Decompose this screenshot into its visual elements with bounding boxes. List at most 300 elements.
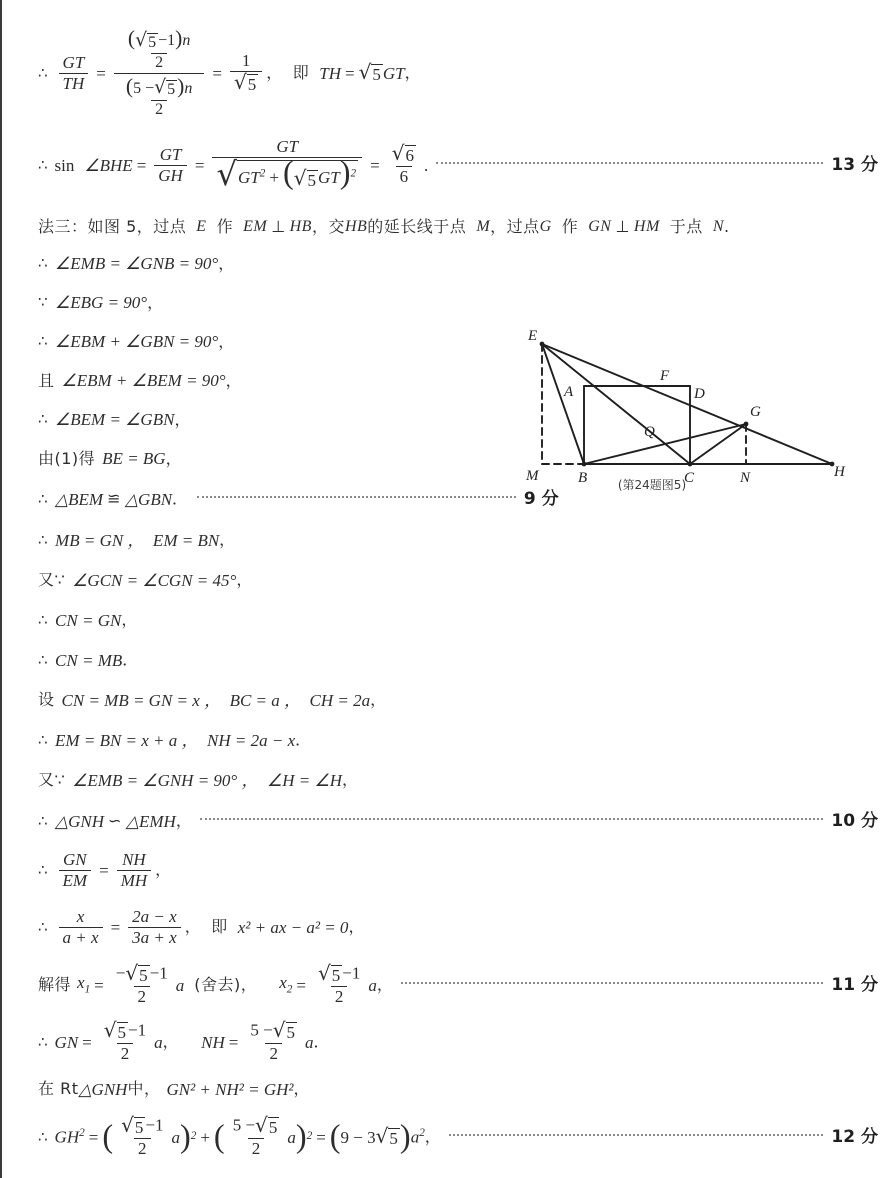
radicand: 5 xyxy=(117,1023,127,1043)
ji-label: 即 xyxy=(211,917,228,936)
sqrt-5 xyxy=(272,1018,297,1043)
dotted-leader xyxy=(200,817,823,820)
proof-step xyxy=(38,640,878,680)
equation-gn-nh-values xyxy=(38,1014,878,1070)
proof-step xyxy=(38,600,878,640)
similar-symbol: ∽ xyxy=(108,811,122,830)
step-body: ∠GCN = ∠CGN = 45° xyxy=(72,570,237,590)
open-paren: ( xyxy=(282,154,294,191)
triangle-gbn: △GBN xyxy=(124,489,173,509)
fraction-x2-value xyxy=(314,961,364,1006)
exponent-2: 2 xyxy=(350,167,357,180)
inner-bot-den: 2 xyxy=(151,100,167,119)
subscript-1: 1 xyxy=(84,983,91,996)
nh-term: NH xyxy=(201,1032,225,1052)
radical-sign: √ xyxy=(135,28,148,51)
method-text-1: 法三：如图 5，过点 xyxy=(38,217,187,236)
step-tail: ， xyxy=(121,610,138,629)
close-paren-result: ) xyxy=(399,1118,411,1155)
zai-label: 在 Rt xyxy=(38,1079,79,1098)
angle-bhe: ∠BHE xyxy=(84,155,133,175)
denominator: TH xyxy=(59,73,89,93)
step-body: CN = MB xyxy=(55,650,123,670)
step-marker: 设 xyxy=(38,690,55,709)
denominator: a + x xyxy=(59,927,103,947)
equals-sign-2: = xyxy=(316,1127,326,1147)
method-text-2: 的延长线于点 xyxy=(367,217,467,236)
zuo-2: 作 xyxy=(561,217,579,236)
dot-g xyxy=(744,422,749,427)
complex-numerator xyxy=(116,27,202,72)
therefore-symbol: ∴ xyxy=(38,489,49,508)
x2-symbol xyxy=(279,974,292,996)
radicand: 5 xyxy=(331,966,341,986)
variable-n: n xyxy=(184,79,193,97)
numerator: x xyxy=(76,906,85,926)
result-variable-a xyxy=(411,1128,425,1146)
sqrt-5 xyxy=(154,75,177,99)
proof-step xyxy=(38,520,878,560)
equals-sign-3: = xyxy=(344,63,355,83)
close-paren: ) xyxy=(177,73,185,98)
step-body: ∠BEM = ∠GBN xyxy=(55,410,175,429)
dotted-leader xyxy=(436,161,823,164)
exponent: 2 xyxy=(419,1127,425,1140)
gt-term: GT xyxy=(318,168,340,188)
step-marker: ∴ xyxy=(38,410,49,428)
period: . xyxy=(723,217,730,236)
equals-sign-2: = xyxy=(296,975,306,995)
proof-step xyxy=(38,283,878,322)
denominator: 3a + x xyxy=(128,927,181,947)
line-e-h xyxy=(542,344,832,464)
step-tail: ， xyxy=(218,253,235,273)
denominator: GH xyxy=(154,165,187,185)
gh-squared xyxy=(55,1128,85,1146)
step-tail: ． xyxy=(172,489,189,508)
equation-gt-th-ratio xyxy=(38,18,878,128)
sqrt-5 xyxy=(125,961,149,986)
minus-one: −1 xyxy=(145,1115,164,1135)
fraction-sqrt6-over-6 xyxy=(388,141,420,186)
open-paren: ( xyxy=(127,26,136,51)
step-tail: ． xyxy=(295,730,312,749)
open-paren-2: ( xyxy=(213,1118,225,1155)
label-c: C xyxy=(684,470,695,486)
step-marker: 又∵ xyxy=(38,570,66,589)
step-tail: ， xyxy=(293,1079,311,1098)
sqrt-5 xyxy=(233,70,258,94)
th-term: TH xyxy=(319,63,341,83)
inner-fraction-top xyxy=(124,27,194,71)
similarity-statement xyxy=(38,800,878,842)
geometry-figure xyxy=(502,318,872,518)
step-body: ∠EBM + ∠BEM = 90° xyxy=(61,371,226,390)
variable-a: a xyxy=(175,975,185,995)
sqrt-5 xyxy=(375,1123,400,1148)
step-tail: ， xyxy=(225,370,243,390)
denominator: 2 xyxy=(134,986,151,1006)
fraction-term-2 xyxy=(229,1113,284,1158)
close-paren: ) xyxy=(175,26,183,51)
point-g: G xyxy=(539,218,552,235)
gt-squared-base: GT xyxy=(238,168,260,188)
equals-sign: = xyxy=(94,975,104,995)
step-tail: ． xyxy=(313,1032,331,1051)
minus-one: −1 xyxy=(149,963,168,983)
gt-term: GT xyxy=(382,63,405,83)
step-tail: ， xyxy=(175,811,193,830)
pythagorean-setup xyxy=(38,1070,878,1108)
minus-one: −1 xyxy=(128,1020,147,1040)
complex-denominator xyxy=(114,73,204,119)
step-tail: ， xyxy=(376,975,394,994)
therefore-symbol: ∴ xyxy=(38,1032,48,1051)
radical-sign: √ xyxy=(317,961,331,986)
zhong-label: 中， xyxy=(127,1079,161,1098)
exponent: 2 xyxy=(79,1127,85,1140)
equals-sign-2: = xyxy=(212,63,222,83)
proof-step xyxy=(38,720,878,760)
fraction-gn-over-em xyxy=(59,851,92,890)
line-e-c xyxy=(542,344,690,464)
five-minus: 5 − xyxy=(133,79,155,97)
numerator-sqrt6 xyxy=(388,141,420,166)
proof-step xyxy=(38,560,878,600)
score-marker-10: 10 分 xyxy=(831,810,878,831)
complex-fraction xyxy=(114,27,204,118)
radicand: 5 xyxy=(268,1118,278,1138)
figure-caption: (第24题图5) xyxy=(617,478,687,492)
open-paren: ( xyxy=(125,73,134,98)
step-tail: ， xyxy=(218,331,235,351)
line-b-g xyxy=(584,424,746,464)
equals-sign-2: = xyxy=(228,1032,239,1052)
radicand: 5 xyxy=(307,170,317,190)
solve-label: 解得 xyxy=(38,975,72,994)
step-body: BE = BG xyxy=(102,449,166,468)
sin-function: sin xyxy=(54,155,75,175)
numerator xyxy=(100,1018,150,1043)
step-tail: ， xyxy=(424,1127,442,1146)
denominator: 2 xyxy=(134,1138,151,1158)
label-q: Q xyxy=(644,424,655,440)
label-m: M xyxy=(526,468,539,484)
step-tail: ， xyxy=(147,292,164,312)
numerator xyxy=(246,1018,301,1043)
close-paren-2: ) xyxy=(295,1118,307,1155)
exponent-2: 2 xyxy=(306,1130,313,1143)
step-marker: ∴ xyxy=(38,332,49,350)
step-marker: 由(1)得 xyxy=(38,448,96,468)
minus-one: −1 xyxy=(158,32,176,50)
comma-guodian: ，过点 xyxy=(490,217,540,236)
radical-sign: √ xyxy=(255,1113,268,1138)
sqrt-5 xyxy=(103,1018,128,1043)
radical-sign: √ xyxy=(391,141,405,166)
segment-hm: HM xyxy=(633,218,660,235)
segment-em: EM xyxy=(243,218,268,235)
variable-a-2: a xyxy=(368,975,377,995)
variable-a: a xyxy=(154,1032,163,1052)
triangle-gnh: △GNH xyxy=(78,1079,128,1099)
comma: ， xyxy=(184,917,202,936)
method-text-3: 于点 xyxy=(669,217,703,236)
segment-hb-2: HB xyxy=(344,218,368,235)
nine-minus-three: 9 − 3 xyxy=(340,1127,376,1147)
negative-sign: − xyxy=(115,963,126,983)
numerator-one: 1 xyxy=(241,51,251,71)
proof-step xyxy=(38,760,878,800)
step-body: MB = GN ， EM = BN xyxy=(55,530,220,550)
step-body: ∠EBM + ∠GBN = 90° xyxy=(55,332,219,351)
inner-top-den: 2 xyxy=(151,53,167,72)
zuo-1: 作 xyxy=(216,217,234,236)
radicand: 6 xyxy=(405,146,414,166)
step-body: CN = MB = GN = x ， BC = a ， CH = 2a xyxy=(61,690,371,710)
period: . xyxy=(424,155,429,175)
sqrt-5 xyxy=(358,59,383,84)
sqrt-6 xyxy=(391,141,416,166)
dot-b xyxy=(582,462,587,467)
equals-sign: = xyxy=(82,1032,92,1052)
pythagorean-body: GN² + NH² = GH² xyxy=(166,1079,294,1099)
step-body: EM = BN = x + a ， NH = 2a − x xyxy=(55,730,296,750)
figure-labels xyxy=(525,328,846,486)
equation-proportion xyxy=(38,842,878,898)
denominator: 2 xyxy=(248,1138,265,1158)
comma: ， xyxy=(266,63,283,82)
radicand: 5 xyxy=(134,1118,144,1138)
radicand: 5 xyxy=(139,966,148,986)
numerator xyxy=(229,1113,284,1138)
equals-sign: = xyxy=(110,917,121,937)
dotted-leader xyxy=(449,1133,823,1136)
comma-jiao: ，交 xyxy=(311,217,345,236)
fraction-gt-over-th xyxy=(59,54,89,93)
label-n: N xyxy=(740,470,751,486)
denominator: 2 xyxy=(331,986,348,1006)
fraction-nh-value xyxy=(246,1018,301,1063)
therefore-symbol: ∴ xyxy=(38,811,49,830)
step-tail: ， xyxy=(174,409,191,429)
equals-sign-2: = xyxy=(194,155,205,175)
numerator: 2a − x xyxy=(132,906,177,926)
fraction-2a-minus-x-over-3a-plus-x xyxy=(128,908,181,947)
gh-base: GH xyxy=(54,1127,80,1147)
denominator-radical xyxy=(212,154,362,194)
step-marker: ∴ xyxy=(38,730,49,749)
congruent-symbol: ≌ xyxy=(107,489,121,508)
triangle-bem: △BEM xyxy=(55,489,104,509)
open-paren-result: ( xyxy=(329,1118,341,1155)
plus-sign: + xyxy=(269,168,279,188)
therefore-symbol: ∴ xyxy=(38,1127,48,1146)
point-n: N xyxy=(712,218,724,235)
method-three-statement xyxy=(38,210,878,244)
variable-n: n xyxy=(182,32,191,50)
numerator: GT xyxy=(159,144,182,164)
fraction-one-over-sqrt5 xyxy=(230,52,262,94)
fraction-term-1 xyxy=(117,1113,167,1158)
therefore-symbol: ∴ xyxy=(38,63,48,82)
variable-a-2: a xyxy=(305,1032,314,1052)
denominator: MH xyxy=(117,870,151,890)
step-tail: ． xyxy=(122,650,139,669)
equals-sign: = xyxy=(99,860,109,880)
exponent-1: 2 xyxy=(190,1130,197,1143)
equation-roots xyxy=(38,956,878,1014)
fraction-gn-value xyxy=(100,1018,150,1063)
numerator xyxy=(112,961,172,986)
segment-hb: HB xyxy=(289,218,312,235)
numerator xyxy=(117,1113,167,1138)
figure-svg xyxy=(502,318,872,493)
step-body: CN = GN xyxy=(55,610,122,630)
step-body: ∠EBG = 90° xyxy=(55,293,148,312)
denominator-sqrt5 xyxy=(230,71,262,94)
perpendicular-icon-2: ⊥ xyxy=(615,217,630,236)
x-var: x xyxy=(279,973,287,993)
fraction-x-over-a-plus-x xyxy=(59,908,103,947)
comma: ， xyxy=(162,1032,180,1051)
five-minus: 5 − xyxy=(232,1115,256,1135)
quadratic-equation: x² + ax − a² = 0 xyxy=(237,917,349,937)
point-e: E xyxy=(196,218,207,235)
label-e: E xyxy=(528,328,538,344)
denominator-6: 6 xyxy=(396,166,413,186)
numerator: GT xyxy=(276,137,299,157)
ji-label: 即 xyxy=(292,63,310,82)
reject-note: (舍去)， xyxy=(194,975,258,994)
close-paren: ) xyxy=(339,154,351,191)
denominator: 2 xyxy=(265,1043,282,1063)
radicand: 5 xyxy=(372,64,381,84)
score-marker-12: 12 分 xyxy=(831,1126,878,1147)
proof-step-set-variables xyxy=(38,680,878,720)
numerator: GN xyxy=(63,849,87,869)
radicand xyxy=(237,154,358,191)
score-marker-9: 9 分 xyxy=(523,488,559,509)
radicand: 5 xyxy=(167,80,176,98)
solution-content xyxy=(38,18,878,1166)
triangle-gnh: △GNH xyxy=(55,811,105,831)
plus-sign: + xyxy=(200,1127,210,1147)
minus-one: −1 xyxy=(342,963,361,983)
label-b: B xyxy=(578,470,588,486)
sqrt-expression xyxy=(216,154,358,194)
perpendicular-icon: ⊥ xyxy=(271,217,286,236)
step-marker: 又∵ xyxy=(38,770,66,789)
equation-quadratic xyxy=(38,898,878,956)
dot-c xyxy=(688,462,693,467)
numerator xyxy=(314,961,364,986)
step-tail: ， xyxy=(219,530,236,549)
step-body: ∠EMB = ∠GNH = 90° ， ∠H = ∠H xyxy=(72,770,342,790)
inner-fraction-bottom xyxy=(122,75,196,119)
radicand: 5 xyxy=(247,75,257,94)
label-g: G xyxy=(750,404,761,420)
equals-sign: = xyxy=(136,155,147,175)
equation-gh-squared xyxy=(38,1108,878,1166)
denominator: 2 xyxy=(117,1043,134,1063)
segment-gn: GN xyxy=(588,218,612,235)
five-minus: 5 − xyxy=(250,1020,273,1040)
x1-symbol xyxy=(77,974,90,996)
equals-sign: = xyxy=(96,63,106,83)
step-tail: ， xyxy=(342,770,359,789)
step-marker: 且 xyxy=(38,370,55,390)
x-var: x xyxy=(77,973,85,993)
step-marker: ∴ xyxy=(38,254,49,272)
radical-sign: √ xyxy=(125,961,139,986)
exponent: 2 xyxy=(259,167,266,180)
sqrt-5 xyxy=(255,1113,279,1138)
radical-sign: √ xyxy=(358,59,372,84)
step-marker: ∵ xyxy=(38,293,49,311)
step-marker: ∴ xyxy=(38,650,49,669)
proof-step xyxy=(38,244,878,283)
close-paren-1: ) xyxy=(179,1118,191,1155)
numerator: GT xyxy=(62,52,85,72)
equation-sin-bhe xyxy=(38,134,878,196)
radical-sign: √ xyxy=(154,75,167,98)
gn-term: GN xyxy=(54,1032,79,1052)
equals-sign: = xyxy=(88,1127,99,1147)
dotted-leader xyxy=(197,495,516,498)
label-a: A xyxy=(564,384,574,400)
sqrt-5 xyxy=(121,1113,145,1138)
sqrt-5 xyxy=(317,961,342,986)
step-tail: ， xyxy=(165,448,183,468)
fraction-nh-over-mh xyxy=(117,851,151,890)
radical-sign: √ xyxy=(216,155,238,194)
score-marker-11: 11 分 xyxy=(831,974,878,995)
inner-top-num xyxy=(124,27,194,52)
open-paren-1: ( xyxy=(102,1118,114,1155)
radical-sign: √ xyxy=(233,70,247,94)
sqrt-5 xyxy=(135,28,158,52)
denominator: EM xyxy=(59,870,92,890)
a-base: a xyxy=(410,1127,420,1147)
fraction-gt-over-gh xyxy=(154,146,187,185)
fraction-gt-over-sqrt-sum xyxy=(212,137,362,194)
radical-sign: √ xyxy=(103,1018,117,1043)
radical-sign: √ xyxy=(293,165,307,190)
trailing-comma: ， xyxy=(404,63,422,82)
radical-sign: √ xyxy=(121,1113,134,1138)
radical-sign: √ xyxy=(272,1018,286,1043)
therefore-symbol: ∴ xyxy=(38,917,48,936)
proof-steps-group-2 xyxy=(38,520,878,800)
step-tail: ， xyxy=(370,690,387,709)
variable-a-2: a xyxy=(287,1127,296,1147)
therefore-symbol: ∴ xyxy=(38,155,48,174)
point-m: M xyxy=(476,218,491,235)
step-marker: ∴ xyxy=(38,530,49,549)
inner-bot-num xyxy=(122,75,196,100)
step-body: ∠EMB = ∠GNB = 90° xyxy=(55,254,219,273)
radicand: 5 xyxy=(286,1023,295,1043)
step-tail: ， xyxy=(348,917,365,936)
triangle-emh: △EMH xyxy=(125,811,176,831)
step-tail: ， xyxy=(155,860,172,879)
radicand: 5 xyxy=(148,33,157,51)
label-d: D xyxy=(694,386,705,402)
score-marker-13: 13 分 xyxy=(831,154,878,175)
sqrt-5 xyxy=(293,165,318,190)
numerator: NH xyxy=(122,849,146,869)
